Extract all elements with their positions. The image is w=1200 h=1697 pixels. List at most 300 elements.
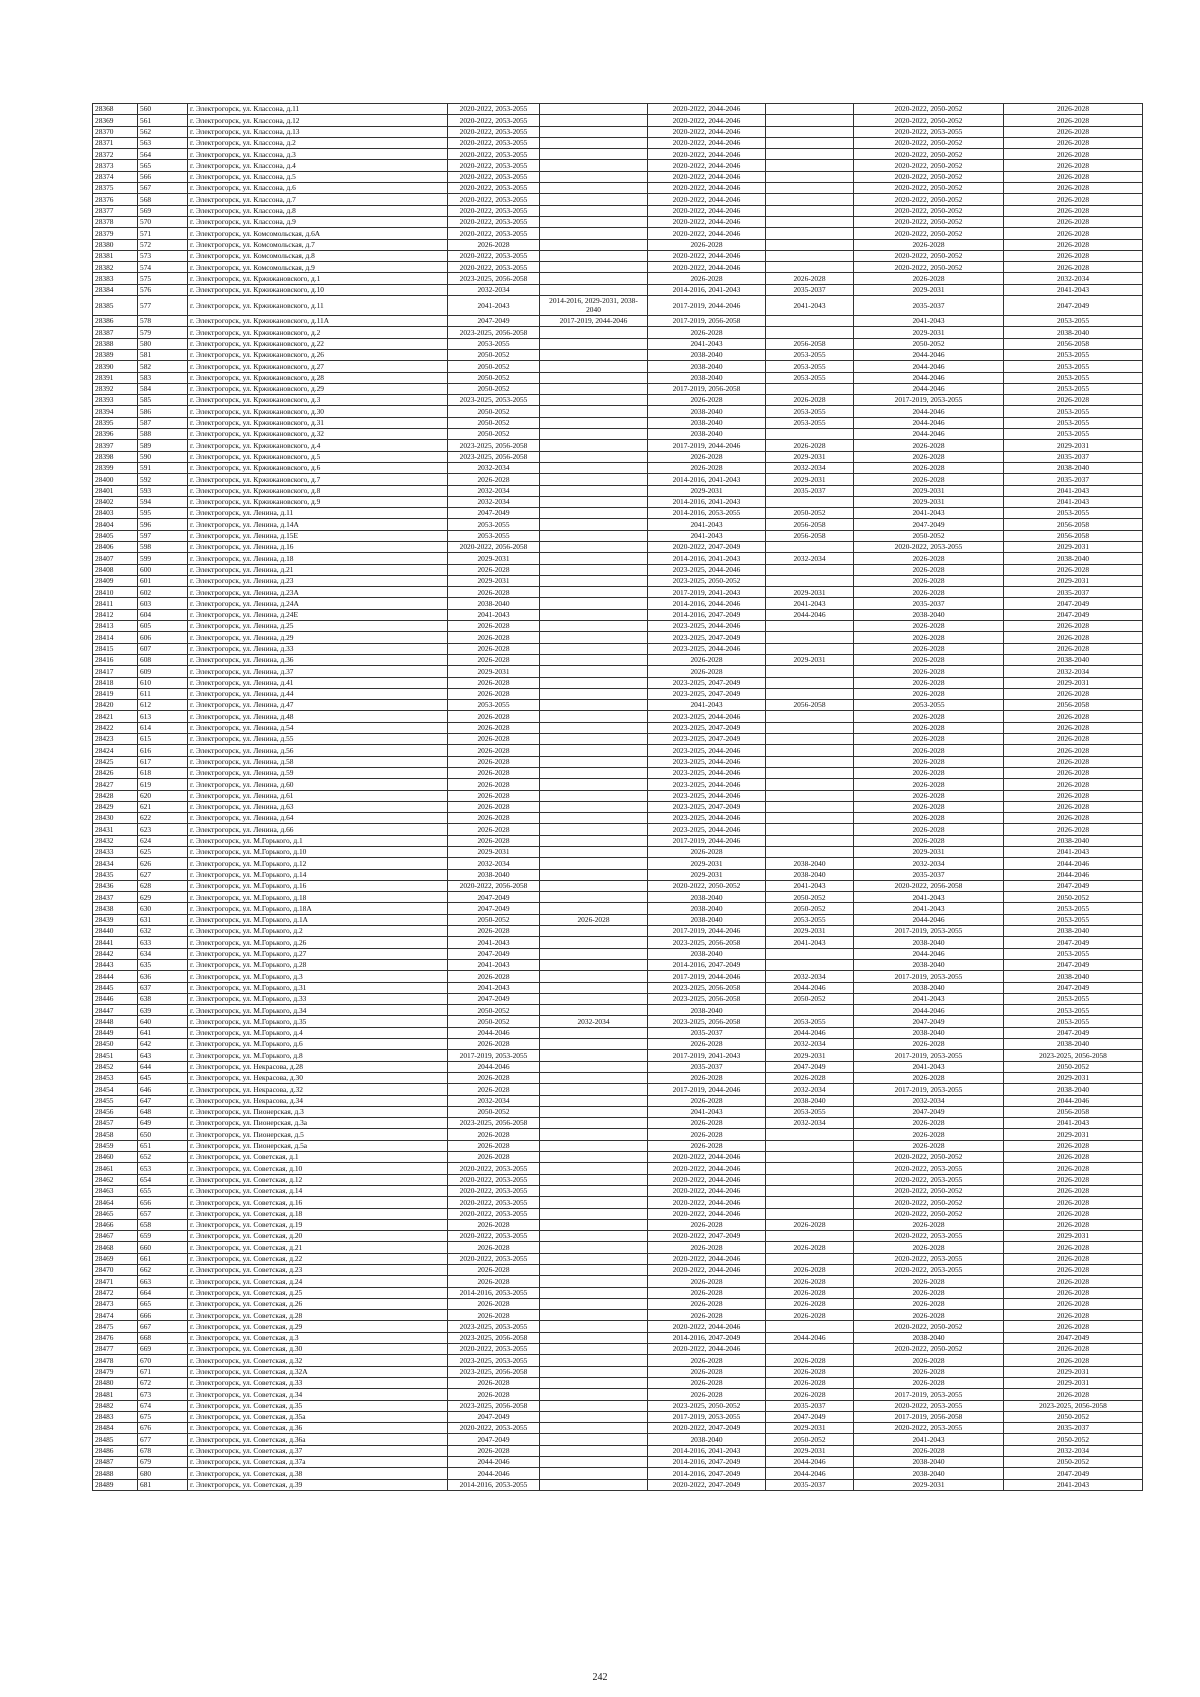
cell-period-6: 2032-2034 [1004,666,1143,677]
cell-row-number: 586 [138,406,188,417]
cell-address: г. Электрогорск, ул. Кржижановского, д.4 [188,440,448,451]
cell-row-number: 571 [138,228,188,239]
cell-record-id: 28474 [93,1310,138,1321]
cell-period-1: 2026-2028 [448,688,540,699]
cell-record-id: 28383 [93,273,138,284]
cell-period-2 [540,361,648,372]
cell-period-6: 2026-2028 [1004,160,1143,171]
cell-period-2 [540,1095,648,1106]
cell-row-number: 626 [138,858,188,869]
cell-row-number: 624 [138,835,188,846]
cell-address: г. Электрогорск, ул. Ленина, д.58 [188,756,448,767]
cell-address: г. Электрогорск, ул. Советская, д.3 [188,1332,448,1343]
cell-period-3: 2014-2016, 2041-2043 [648,474,766,485]
cell-period-5: 2020-2022, 2053-2055 [854,126,1004,137]
cell-period-3: 2041-2043 [648,700,766,711]
cell-record-id: 28388 [93,338,138,349]
cell-period-1: 2026-2028 [448,926,540,937]
cell-period-3: 2014-2016, 2047-2049 [648,1332,766,1343]
cell-period-2 [540,1389,648,1400]
cell-period-5: 2020-2022, 2050-2052 [854,205,1004,216]
cell-row-number: 593 [138,485,188,496]
cell-row-number: 567 [138,183,188,194]
table-row [93,1264,1143,1275]
cell-period-5: 2041-2043 [854,1434,1004,1445]
cell-period-3: 2014-2016, 2047-2049 [648,1468,766,1479]
cell-period-4: 2026-2028 [766,440,854,451]
cell-period-5: 2020-2022, 2050-2052 [854,137,1004,148]
cell-row-number: 620 [138,790,188,801]
table-row [93,1344,1143,1355]
cell-period-4: 2026-2028 [766,273,854,284]
cell-period-5: 2017-2019, 2053-2055 [854,926,1004,937]
cell-period-1: 2041-2043 [448,937,540,948]
cell-period-1: 2014-2016, 2053-2055 [448,1287,540,1298]
table-row [93,541,1143,552]
cell-period-3: 2023-2025, 2050-2052 [648,575,766,586]
cell-period-2 [540,1039,648,1050]
cell-period-1: 2026-2028 [448,474,540,485]
cell-period-2 [540,115,648,126]
cell-row-number: 673 [138,1389,188,1400]
cell-row-number: 599 [138,553,188,564]
cell-address: г. Электрогорск, ул. Советская, д.21 [188,1242,448,1253]
cell-period-6: 2053-2055 [1004,349,1143,360]
table-row [93,160,1143,171]
cell-period-1: 2020-2022, 2053-2055 [448,171,540,182]
cell-period-4 [766,801,854,812]
cell-row-number: 575 [138,273,188,284]
cell-period-2 [540,734,648,745]
cell-period-2 [540,273,648,284]
table-row [93,847,1143,858]
cell-period-6: 2026-2028 [1004,1264,1143,1275]
cell-period-4 [766,835,854,846]
table-row [93,1457,1143,1468]
cell-row-number: 657 [138,1208,188,1219]
cell-period-5: 2050-2052 [854,530,1004,541]
table-row [93,1027,1143,1038]
cell-row-number: 584 [138,383,188,394]
cell-period-4: 2026-2028 [766,1264,854,1275]
cell-period-3: 2029-2031 [648,858,766,869]
cell-address: г. Электрогорск, ул. Классона, д.5 [188,171,448,182]
cell-period-3: 2020-2022, 2044-2046 [648,1174,766,1185]
cell-period-3: 2020-2022, 2044-2046 [648,228,766,239]
cell-record-id: 28447 [93,1005,138,1016]
cell-period-1: 2044-2046 [448,1468,540,1479]
cell-period-6: 2026-2028 [1004,813,1143,824]
cell-row-number: 589 [138,440,188,451]
cell-period-4 [766,160,854,171]
cell-period-1: 2023-2025, 2056-2058 [448,273,540,284]
cell-period-1: 2032-2034 [448,496,540,507]
cell-period-3: 2017-2019, 2044-2046 [648,1084,766,1095]
cell-period-6: 2053-2055 [1004,903,1143,914]
cell-record-id: 28481 [93,1389,138,1400]
cell-period-2 [540,1129,648,1140]
cell-row-number: 675 [138,1411,188,1422]
cell-period-5: 2020-2022, 2050-2052 [854,115,1004,126]
cell-period-3: 2041-2043 [648,530,766,541]
cell-period-4: 2026-2028 [766,1072,854,1083]
cell-period-1: 2047-2049 [448,948,540,959]
cell-period-1: 2029-2031 [448,847,540,858]
cell-period-2 [540,903,648,914]
cell-address: г. Электрогорск, ул. М.Горького, д.6 [188,1039,448,1050]
cell-period-4: 2026-2028 [766,1298,854,1309]
cell-record-id: 28441 [93,937,138,948]
cell-period-1: 2050-2052 [448,406,540,417]
table-row [93,1106,1143,1117]
cell-row-number: 597 [138,530,188,541]
cell-row-number: 644 [138,1061,188,1072]
cell-address: г. Электрогорск, ул. Советская, д.19 [188,1219,448,1230]
cell-record-id: 28396 [93,429,138,440]
cell-address: г. Электрогорск, ул. М.Горького, д.31 [188,982,448,993]
cell-period-6: 2047-2049 [1004,1027,1143,1038]
cell-period-6: 2053-2055 [1004,372,1143,383]
cell-record-id: 28450 [93,1039,138,1050]
cell-period-3: 2014-2016, 2053-2055 [648,508,766,519]
cell-record-id: 28488 [93,1468,138,1479]
cell-period-6: 2050-2052 [1004,1457,1143,1468]
cell-address: г. Электрогорск, ул. М.Горького, д.1 [188,835,448,846]
cell-period-4: 2056-2058 [766,700,854,711]
cell-period-3: 2026-2028 [648,451,766,462]
cell-row-number: 622 [138,813,188,824]
cell-row-number: 579 [138,327,188,338]
cell-period-3: 2020-2022, 2044-2046 [648,171,766,182]
cell-period-3: 2026-2028 [648,1242,766,1253]
cell-period-6: 2053-2055 [1004,406,1143,417]
cell-address: г. Электрогорск, ул. Классона, д.3 [188,149,448,160]
table-row [93,1411,1143,1422]
cell-row-number: 596 [138,519,188,530]
cell-address: г. Электрогорск, ул. М.Горького, д.12 [188,858,448,869]
cell-record-id: 28394 [93,406,138,417]
cell-record-id: 28465 [93,1208,138,1219]
cell-address: г. Электрогорск, ул. Ленина, д.25 [188,621,448,632]
cell-period-4: 2050-2052 [766,903,854,914]
cell-record-id: 28453 [93,1072,138,1083]
cell-period-4 [766,813,854,824]
cell-period-1: 2026-2028 [448,1072,540,1083]
cell-period-4: 2053-2055 [766,1106,854,1117]
cell-period-4 [766,643,854,654]
cell-period-3: 2026-2028 [648,654,766,665]
cell-record-id: 28422 [93,722,138,733]
cell-address: г. Электрогорск, ул. Кржижановского, д.6 [188,462,448,473]
cell-row-number: 632 [138,926,188,937]
cell-period-4: 2032-2034 [766,553,854,564]
cell-period-3: 2026-2028 [648,1287,766,1298]
cell-address: г. Электрогорск, ул. Советская, д.32 [188,1355,448,1366]
cell-period-5: 2026-2028 [854,677,1004,688]
cell-address: г. Электрогорск, ул. Ленина, д.60 [188,779,448,790]
cell-period-3: 2020-2022, 2044-2046 [648,183,766,194]
cell-period-4 [766,250,854,261]
cell-period-5: 2035-2037 [854,598,1004,609]
cell-period-3: 2026-2028 [648,273,766,284]
table-row [93,519,1143,530]
cell-period-6: 2026-2028 [1004,183,1143,194]
cell-address: г. Электрогорск, ул. М.Горького, д.27 [188,948,448,959]
cell-period-4 [766,115,854,126]
cell-period-2 [540,1332,648,1343]
cell-period-1: 2023-2025, 2053-2055 [448,1355,540,1366]
cell-period-5: 2026-2028 [854,643,1004,654]
cell-row-number: 613 [138,711,188,722]
cell-row-number: 650 [138,1129,188,1140]
cell-record-id: 28427 [93,779,138,790]
cell-period-1: 2038-2040 [448,598,540,609]
cell-period-5: 2020-2022, 2050-2052 [854,216,1004,227]
cell-period-5: 2026-2028 [854,767,1004,778]
cell-row-number: 607 [138,643,188,654]
table-row [93,1039,1143,1050]
cell-period-3: 2023-2025, 2047-2049 [648,677,766,688]
cell-period-3: 2023-2025, 2044-2046 [648,621,766,632]
cell-period-2 [540,1242,648,1253]
cell-period-1: 2041-2043 [448,982,540,993]
cell-period-5: 2026-2028 [854,553,1004,564]
cell-row-number: 639 [138,1005,188,1016]
table-row [93,1287,1143,1298]
cell-period-3: 2014-2016, 2047-2049 [648,609,766,620]
cell-period-3: 2023-2025, 2044-2046 [648,813,766,824]
cell-record-id: 28413 [93,621,138,632]
table-row [93,1242,1143,1253]
cell-period-3: 2026-2028 [648,1298,766,1309]
cell-period-4 [766,1185,854,1196]
cell-period-5: 2044-2046 [854,429,1004,440]
cell-period-6: 2029-2031 [1004,1231,1143,1242]
cell-address: г. Электрогорск, ул. Ленина, д.11 [188,508,448,519]
cell-period-6: 2053-2055 [1004,417,1143,428]
table-row [93,1050,1143,1061]
cell-period-3: 2020-2022, 2044-2046 [648,160,766,171]
cell-record-id: 28438 [93,903,138,914]
cell-record-id: 28371 [93,137,138,148]
cell-period-2 [540,1344,648,1355]
cell-address: г. Электрогорск, ул. Советская, д.34 [188,1389,448,1400]
cell-period-6: 2038-2040 [1004,835,1143,846]
cell-period-2 [540,496,648,507]
cell-period-5: 2044-2046 [854,417,1004,428]
table-row [93,1231,1143,1242]
table-row [93,756,1143,767]
cell-period-1: 2047-2049 [448,508,540,519]
cell-period-5: 2026-2028 [854,273,1004,284]
table-row [93,666,1143,677]
cell-period-6: 2056-2058 [1004,700,1143,711]
cell-address: г. Электрогорск, ул. Советская, д.39 [188,1479,448,1490]
cell-period-6: 2047-2049 [1004,609,1143,620]
cell-period-4: 2035-2037 [766,485,854,496]
cell-period-1: 2026-2028 [448,1298,540,1309]
cell-period-2 [540,587,648,598]
table-row [93,1129,1143,1140]
cell-address: г. Электрогорск, ул. Ленина, д.29 [188,632,448,643]
cell-period-1: 2020-2022, 2053-2055 [448,183,540,194]
cell-period-4: 2047-2049 [766,1061,854,1072]
cell-period-2 [540,104,648,115]
cell-period-2 [540,1140,648,1151]
cell-period-5: 2017-2019, 2053-2055 [854,1050,1004,1061]
cell-period-3: 2026-2028 [648,1039,766,1050]
cell-period-5: 2026-2028 [854,801,1004,812]
cell-period-3: 2038-2040 [648,892,766,903]
cell-row-number: 653 [138,1163,188,1174]
cell-period-5: 2026-2028 [854,1129,1004,1140]
cell-row-number: 602 [138,587,188,598]
cell-period-6: 2026-2028 [1004,1174,1143,1185]
table-row [93,790,1143,801]
cell-period-4 [766,1208,854,1219]
table-row [93,1219,1143,1230]
cell-row-number: 615 [138,734,188,745]
cell-period-5: 2038-2040 [854,1027,1004,1038]
cell-address: г. Электрогорск, ул. Пионерская, д.5а [188,1140,448,1151]
cell-period-6: 2035-2037 [1004,587,1143,598]
cell-period-6: 2023-2025, 2056-2058 [1004,1400,1143,1411]
cell-row-number: 665 [138,1298,188,1309]
table-row [93,801,1143,812]
cell-period-2 [540,137,648,148]
cell-period-3: 2020-2022, 2044-2046 [648,250,766,261]
cell-period-2 [540,171,648,182]
cell-record-id: 28381 [93,250,138,261]
table-row [93,914,1143,925]
cell-period-4 [766,541,854,552]
cell-period-4 [766,496,854,507]
cell-record-id: 28484 [93,1423,138,1434]
cell-period-3: 2035-2037 [648,1061,766,1072]
cell-address: г. Электрогорск, ул. Советская, д.24 [188,1276,448,1287]
table-row [93,993,1143,1004]
cell-period-4 [766,677,854,688]
cell-period-2 [540,1468,648,1479]
table-row [93,553,1143,564]
cell-period-3: 2026-2028 [648,462,766,473]
cell-period-6: 2041-2043 [1004,284,1143,295]
cell-row-number: 659 [138,1231,188,1242]
cell-period-5: 2029-2031 [854,485,1004,496]
cell-record-id: 28425 [93,756,138,767]
cell-row-number: 618 [138,767,188,778]
cell-address: г. Электрогорск, ул. М.Горького, д.10 [188,847,448,858]
cell-record-id: 28433 [93,847,138,858]
cell-period-6: 2041-2043 [1004,847,1143,858]
cell-period-4: 2044-2046 [766,982,854,993]
cell-address: г. Электрогорск, ул. Советская, д.32А [188,1366,448,1377]
cell-period-6: 2053-2055 [1004,948,1143,959]
cell-period-4 [766,171,854,182]
cell-period-6: 2038-2040 [1004,971,1143,982]
cell-row-number: 676 [138,1423,188,1434]
cell-period-3: 2038-2040 [648,372,766,383]
cell-period-3: 2023-2025, 2056-2058 [648,982,766,993]
cell-period-5: 2038-2040 [854,937,1004,948]
cell-period-2 [540,779,648,790]
cell-period-3: 2017-2019, 2053-2055 [648,1411,766,1422]
cell-period-3: 2026-2028 [648,1095,766,1106]
cell-period-4 [766,847,854,858]
cell-period-5: 2032-2034 [854,858,1004,869]
cell-period-3: 2026-2028 [648,1140,766,1151]
cell-period-4 [766,632,854,643]
table-row [93,813,1143,824]
table-row [93,137,1143,148]
cell-period-3: 2023-2025, 2056-2058 [648,993,766,1004]
table-row [93,609,1143,620]
cell-period-1: 2026-2028 [448,1310,540,1321]
cell-period-2 [540,847,648,858]
cell-period-5: 2044-2046 [854,349,1004,360]
cell-period-2 [540,700,648,711]
cell-period-5: 2026-2028 [854,1287,1004,1298]
cell-row-number: 629 [138,892,188,903]
cell-period-5: 2026-2028 [854,1039,1004,1050]
cell-period-1: 2026-2028 [448,1389,540,1400]
cell-period-3: 2020-2022, 2044-2046 [648,115,766,126]
cell-period-4: 2026-2028 [766,1366,854,1377]
cell-period-5: 2026-2028 [854,1242,1004,1253]
cell-period-4: 2029-2031 [766,1050,854,1061]
cell-period-6: 2026-2028 [1004,1321,1143,1332]
cell-row-number: 611 [138,688,188,699]
cell-period-4 [766,262,854,273]
cell-period-1: 2020-2022, 2053-2055 [448,228,540,239]
cell-address: г. Электрогорск, ул. Кржижановского, д.32 [188,429,448,440]
cell-period-4 [766,711,854,722]
cell-period-3: 2014-2016, 2047-2049 [648,959,766,970]
cell-record-id: 28436 [93,880,138,891]
cell-period-2 [540,372,648,383]
cell-address: г. Электрогорск, ул. Советская, д.30 [188,1344,448,1355]
cell-record-id: 28412 [93,609,138,620]
table-row [93,440,1143,451]
table-row [93,688,1143,699]
cell-period-6: 2032-2034 [1004,1445,1143,1456]
cell-address: г. Электрогорск, ул. Кржижановского, д.9 [188,496,448,507]
cell-period-1: 2053-2055 [448,519,540,530]
cell-period-2 [540,756,648,767]
cell-period-5: 2020-2022, 2050-2052 [854,1197,1004,1208]
cell-period-1: 2050-2052 [448,914,540,925]
cell-period-4 [766,316,854,327]
cell-period-1: 2020-2022, 2053-2055 [448,1423,540,1434]
table-row [93,383,1143,394]
cell-row-number: 633 [138,937,188,948]
cell-period-5: 2047-2049 [854,519,1004,530]
cell-period-5: 2041-2043 [854,892,1004,903]
cell-period-5: 2026-2028 [854,1276,1004,1287]
cell-period-3: 2017-2019, 2041-2043 [648,1050,766,1061]
table-row [93,982,1143,993]
cell-period-6: 2041-2043 [1004,496,1143,507]
cell-period-5: 2026-2028 [854,756,1004,767]
cell-row-number: 677 [138,1434,188,1445]
cell-period-3: 2023-2025, 2044-2046 [648,745,766,756]
cell-period-6: 2026-2028 [1004,1163,1143,1174]
cell-period-5: 2017-2019, 2053-2055 [854,1084,1004,1095]
cell-record-id: 28485 [93,1434,138,1445]
cell-row-number: 561 [138,115,188,126]
cell-period-2 [540,1174,648,1185]
table-row [93,869,1143,880]
